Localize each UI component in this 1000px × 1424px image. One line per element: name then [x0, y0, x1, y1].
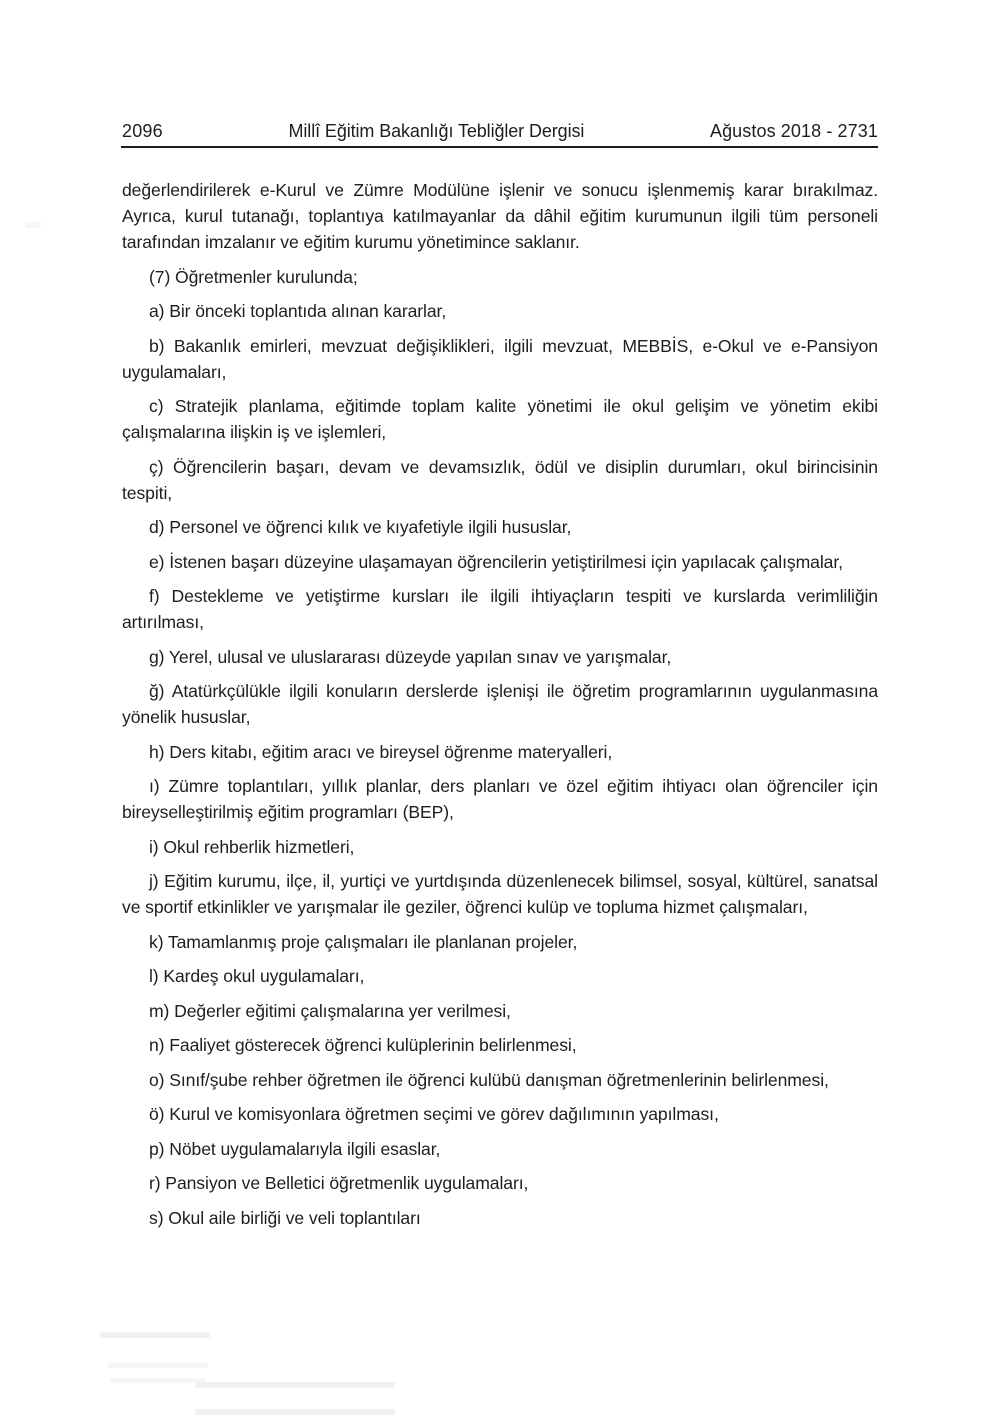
scan-artifact	[110, 1378, 206, 1383]
page-number: 2096	[122, 121, 163, 141]
list-item-h: h) Ders kitabı, eğitim aracı ve bireysel öğrenme materyalleri,	[149, 741, 613, 762]
list-item-g: g) Yerel, ulusal ve uluslararası düzeyde yapılan sınav ve yarışmalar,	[149, 646, 672, 667]
list-item-b: b) Bakanlık emirleri, mevzuat değişiklikleri, ilgili mevzuat, MEBBİS, e-Okul ve e-Pansiyon uygulamaları,	[122, 335, 878, 382]
list-item-l: l) Kardeş okul uygulamaları,	[149, 966, 365, 986]
list-item-dotless-i: ı) Zümre toplantıları, yıllık planlar, ders planları ve özel eğitim ihtiyacı olan öğrenciler için bireyselleştirilmiş eğitim programları (BEP),	[122, 776, 878, 822]
list-item-j: j) Eğitim kurumu, ilçe, il, yurtiçi ve yurtdışında düzenlenecek bilimsel, sosyal, kültürel, sanatsal ve sportif etkinlikler ve yarışmalar ile geziler, öğrenci kulüp ve topluma hizmet çalışmaları,	[122, 871, 878, 917]
list-item-k: k) Tamamlanmış proje çalışmaları ile planlanan projeler,	[149, 931, 578, 952]
list-item-n: n) Faaliyet gösterecek öğrenci kulüplerinin belirlenmesi,	[149, 1035, 577, 1055]
scan-artifact	[195, 1382, 395, 1388]
running-header	[122, 119, 878, 143]
list-item-p: p) Nöbet uygulamalarıyla ilgili esaslar,	[149, 1138, 441, 1159]
scan-artifact	[100, 1332, 210, 1338]
list-item-o-umlaut: ö) Kurul ve komisyonlara öğretmen seçimi ve görev dağılımının yapılması,	[149, 1104, 719, 1124]
list-item-c: c) Stratejik planlama, eğitimde toplam kalite yönetimi ile okul gelişim ve yönetim ekibi çalışmalarına ilişkin iş ve işlemleri,	[122, 396, 878, 442]
list-item-i: i) Okul rehberlik hizmetleri,	[149, 836, 355, 857]
list-item-o: o) Sınıf/şube rehber öğretmen ile öğrenci kulübü danışman öğretmenlerinin belirlenmesi,	[149, 1069, 829, 1090]
list-item-d: d) Personel ve öğrenci kılık ve kıyafetiyle ilgili hususlar,	[149, 517, 572, 537]
issue-label: Ağustos 2018 - 2731	[709, 121, 878, 141]
list-item-s: s) Okul aile birliği ve veli toplantıları	[149, 1207, 421, 1228]
list-item-f: f) Destekleme ve yetiştirme kursları ile ilgili ihtiyaçların tespiti ve kurslarda verimliliğin artırılması,	[122, 586, 878, 632]
list-item-c-cedilla: ç) Öğrencilerin başarı, devam ve devamsızlık, ödül ve disiplin durumları, okul birincisinin tespiti,	[122, 456, 878, 503]
clause-heading: (7) Öğretmenler kurulunda;	[149, 266, 358, 287]
scan-artifact	[25, 222, 41, 228]
list-item-r: r) Pansiyon ve Belletici öğretmenlik uygulamaları,	[149, 1173, 529, 1193]
list-item-e: e) İstenen başarı düzeyine ulaşamayan öğrencilerin yetiştirilmesi için yapılacak çalışmalar,	[149, 551, 843, 572]
list-item-g-breve: ğ) Atatürkçülükle ilgili konuların derslerde işlenişi ile öğretim programlarının uygulanmasına yönelik hususlar,	[122, 681, 878, 727]
header-divider	[121, 146, 878, 148]
scan-artifact	[195, 1409, 395, 1415]
journal-title: Millî Eğitim Bakanlığı Tebliğler Dergisi	[288, 121, 585, 141]
intro-paragraph: değerlendirilerek e-Kurul ve Zümre Modülüne işlenir ve sonucu işlenmemiş karar bırakılmaz. Ayrıca, kurul tutanağı, toplantıya katılmayanlar da dâhil eğitim kurumunun ilgili tüm personeli tarafından imzalanır ve eğitim kurumu yönetimince saklanır.	[122, 180, 878, 252]
list-item-a: a) Bir önceki toplantıda alınan kararlar,	[149, 301, 447, 321]
scan-artifact	[108, 1363, 208, 1368]
document-body	[122, 177, 878, 1231]
list-item-m: m) Değerler eğitimi çalışmalarına yer verilmesi,	[149, 1000, 511, 1021]
